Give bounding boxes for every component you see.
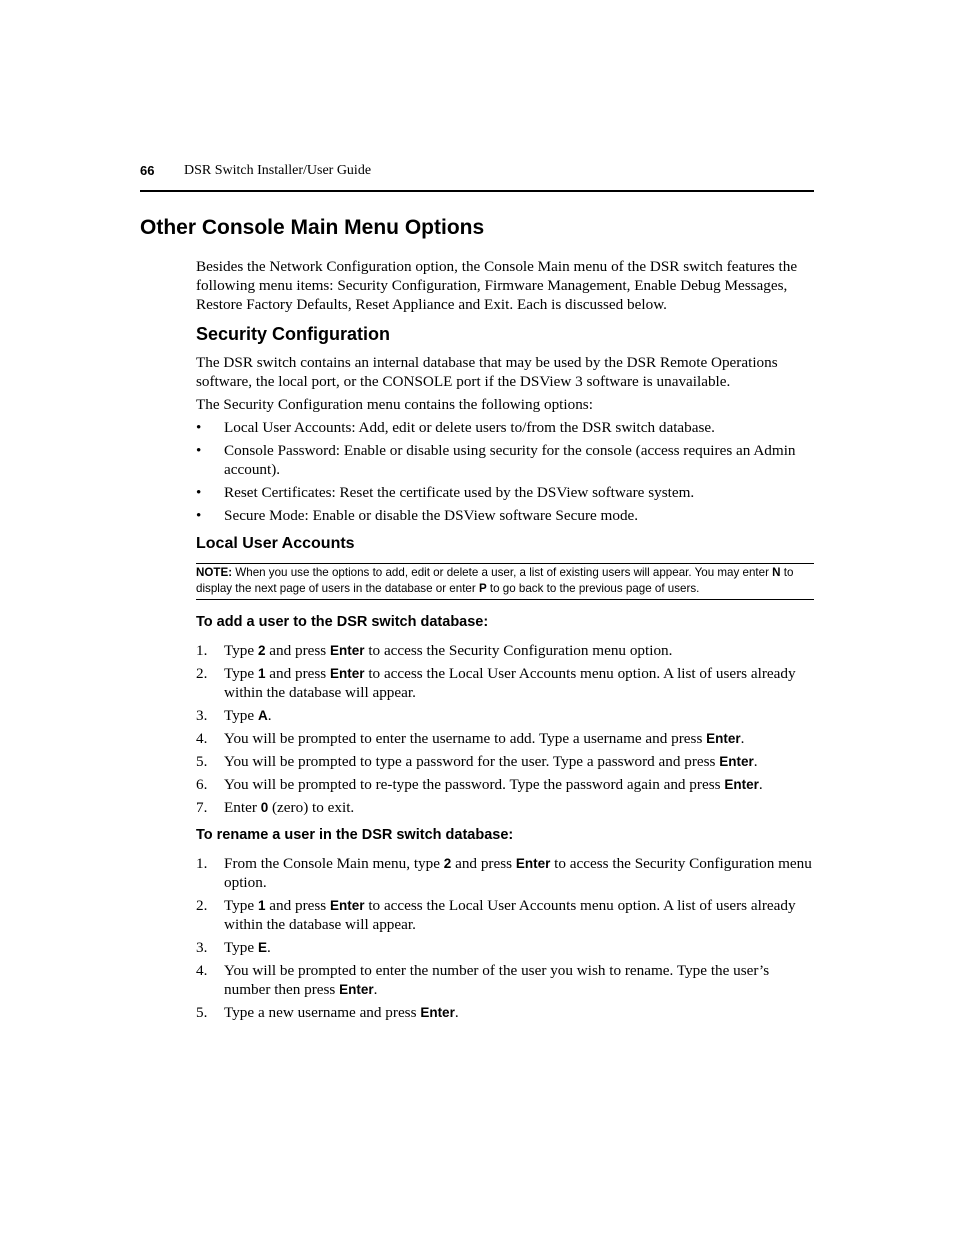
list-item: 7. Enter 0 (zero) to exit. bbox=[196, 799, 355, 816]
list-item: • Console Password: Enable or disable using security for the console (access requires an Admin account). bbox=[196, 442, 796, 478]
rename-user-heading: To rename a user in the DSR switch database: bbox=[196, 827, 514, 843]
list-item: 5. You will be prompted to type a password for the user. Type a password and press Enter. bbox=[196, 753, 758, 770]
page-number: 66 bbox=[140, 163, 155, 178]
add-user-steps bbox=[196, 641, 814, 817]
list-item: 4. You will be prompted to enter the username to add. Type a username and press Enter. bbox=[196, 730, 745, 747]
security-configuration-heading: Security Configuration bbox=[196, 324, 391, 344]
add-user-heading: To add a user to the DSR switch database: bbox=[196, 614, 489, 630]
section-body bbox=[196, 257, 814, 1022]
list-item: 3. Type E. bbox=[196, 939, 271, 956]
rename-user-steps bbox=[196, 854, 814, 1022]
list-item: • Local User Accounts: Add, edit or delete users to/from the DSR switch database. bbox=[196, 419, 715, 436]
security-options-list bbox=[196, 418, 814, 525]
running-header bbox=[140, 163, 814, 183]
list-item: • Reset Certificates: Reset the certificate used by the DSView software system. bbox=[196, 484, 695, 501]
note-label: NOTE: bbox=[196, 566, 233, 579]
list-item: 1. From the Console Main menu, type 2 and press Enter to access the Security Configuration menu option. bbox=[196, 855, 812, 891]
security-menu-intro: The Security Configuration menu contains the following options: bbox=[196, 396, 593, 413]
list-item: 4. You will be prompted to enter the number of the user you wish to rename. Type the user’s number then press Enter. bbox=[196, 962, 770, 998]
list-item: 3. Type A. bbox=[196, 707, 272, 724]
list-item: • Secure Mode: Enable or disable the DSView software Secure mode. bbox=[196, 507, 639, 524]
local-user-accounts-heading: Local User Accounts bbox=[196, 535, 355, 552]
security-paragraph: The DSR switch contains an internal database that may be used by the DSR Remote Operations software, the local port, or the CONSOLE port if the DSView 3 software is unavailable. bbox=[196, 354, 778, 390]
note-box: NOTE: When you use the options to add, edit or delete a user, a list of existing users will appear. You may enter N to display the next page of users in the database or enter P to go back to the previous page of users. bbox=[196, 563, 814, 600]
list-item: 5. Type a new username and press Enter. bbox=[196, 1004, 459, 1021]
list-item: 1. Type 2 and press Enter to access the Security Configuration menu option. bbox=[196, 642, 673, 659]
section-title: Other Console Main Menu Options bbox=[140, 216, 485, 239]
header-rule bbox=[140, 190, 814, 192]
list-item: 2. Type 1 and press Enter to access the Local User Accounts menu option. A list of users already within the database will appear. bbox=[196, 897, 796, 933]
list-item: 2. Type 1 and press Enter to access the Local User Accounts menu option. A list of users already within the database will appear. bbox=[196, 665, 796, 701]
list-item: 6. You will be prompted to re-type the password. Type the password again and press Enter. bbox=[196, 776, 763, 793]
header-title: DSR Switch Installer/User Guide bbox=[184, 163, 372, 178]
intro-paragraph: Besides the Network Configuration option, the Console Main menu of the DSR switch features the following menu items: Security Configuration, Firmware Management, Enable Debug Messages, Restore Factory Defaults, Reset Appliance and Exit. Each is discussed below. bbox=[196, 258, 798, 313]
